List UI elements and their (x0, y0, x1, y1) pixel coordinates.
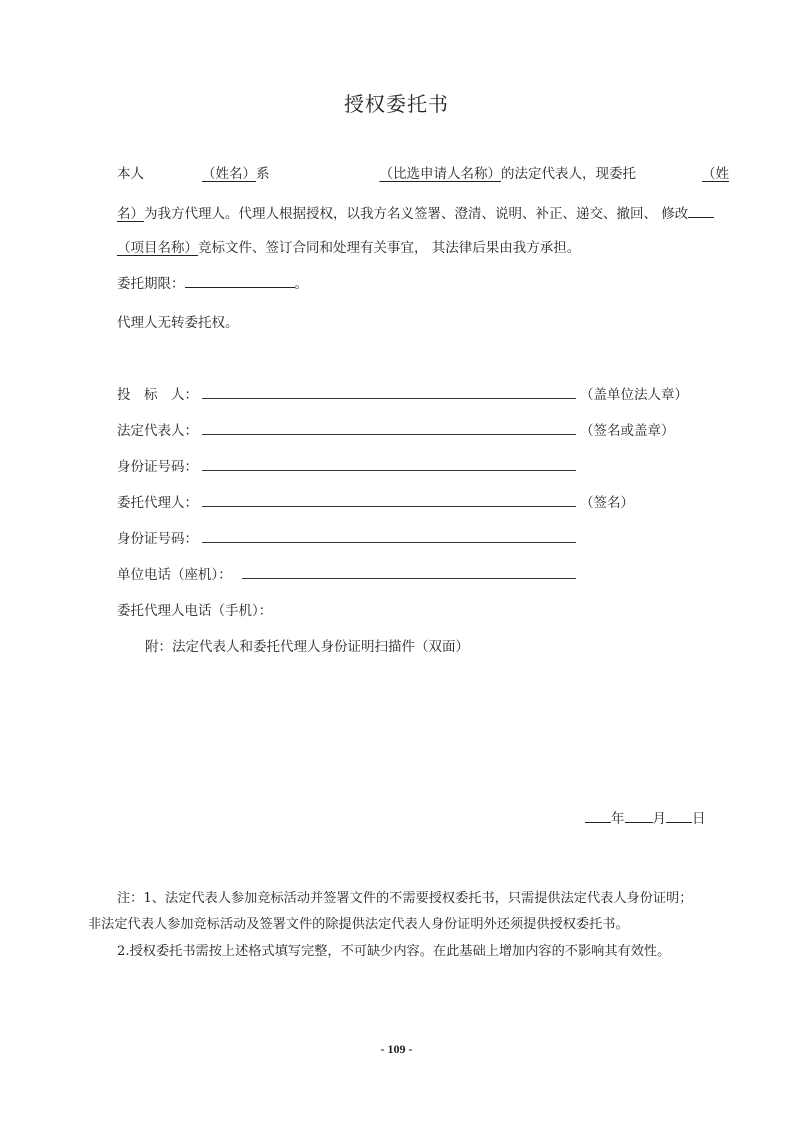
field-mobile-label: 委托代理人电话（手机）： (117, 603, 273, 619)
term-label: 委托期限： (117, 276, 185, 292)
name-label-2: （姓 (702, 166, 729, 182)
no-subdelegation: 代理人无转委托权。 (117, 315, 239, 331)
xi-text: 系 (256, 166, 270, 182)
company-label: （比选申请人名称） (379, 166, 501, 182)
field-agent-note: （签名） (580, 495, 634, 511)
year-label: 年 (611, 811, 625, 827)
field-phone-label: 单位电话（座机）： (117, 567, 232, 583)
term-field[interactable] (185, 273, 295, 288)
page-number: - 109 - (380, 1042, 413, 1056)
field-id2-label: 身份证号码： (117, 531, 198, 547)
agent-name-field[interactable] (636, 166, 729, 182)
field-agent-label: 委托代理人： (117, 495, 198, 511)
field-phone-line[interactable] (242, 578, 576, 579)
note1-line1: 注：1、法定代表人参加竞标活动并签署文件的不需要授权委托书，只需提供法定代表人身份证明； (117, 891, 693, 906)
prefix-text: 本人 (117, 166, 144, 182)
name-label: （姓名） (202, 166, 256, 182)
project-blank[interactable] (688, 203, 714, 218)
date-row (585, 808, 706, 829)
field-legal-rep-label: 法定代表人： (117, 423, 198, 439)
field-bidder-line[interactable] (202, 398, 576, 399)
para1-line3 (117, 238, 580, 258)
document-title: 授权委托书 (344, 92, 449, 116)
name-label-cont: 名） (117, 206, 144, 222)
day-field[interactable] (666, 808, 692, 823)
attachment-note: 附：法定代表人和委托代理人身份证明扫描件（双面） (145, 639, 469, 655)
year-field[interactable] (585, 808, 611, 823)
field-bidder-note: （盖单位法人章） (580, 387, 688, 403)
field-legal-rep-note: （签名或盖章） (580, 423, 675, 439)
field-legal-rep-line[interactable] (202, 434, 576, 435)
day-label: 日 (692, 811, 706, 827)
para1-line1 (117, 164, 729, 184)
term-end: 。 (294, 276, 308, 292)
month-field[interactable] (625, 808, 653, 823)
field-id1-label: 身份证号码： (117, 459, 198, 475)
field-bidder-label: 投 标 人： (117, 387, 198, 403)
para1-line2 (117, 203, 714, 224)
rep-text: 的法定代表人，现委托 (501, 166, 636, 182)
note1-line2: 非法定代表人参加竞标活动及签署文件的除提供法定代表人身份证明外还须提供授权委托书。 (88, 917, 629, 932)
field-id1-line[interactable] (202, 470, 576, 471)
term-row (117, 273, 308, 294)
authority-text: 为我方代理人。代理人根据授权，以我方名义签署、澄清、说明、补正、递交、撤回、 修改 (144, 206, 689, 222)
project-name-label: （项目名称） (117, 240, 198, 256)
company-name-field[interactable] (270, 166, 502, 182)
month-label: 月 (652, 811, 666, 827)
field-agent-line[interactable] (202, 506, 576, 507)
scope-text: 竞标文件、签订合同和处理有关事宜， 其法律后果由我方承担。 (198, 240, 581, 256)
field-id2-line[interactable] (202, 542, 576, 543)
grantor-name-field[interactable] (144, 166, 256, 182)
note2: 2.授权委托书需按上述格式填写完整，不可缺少内容。在此基础上增加内容的不影响其有效性。 (117, 944, 671, 959)
